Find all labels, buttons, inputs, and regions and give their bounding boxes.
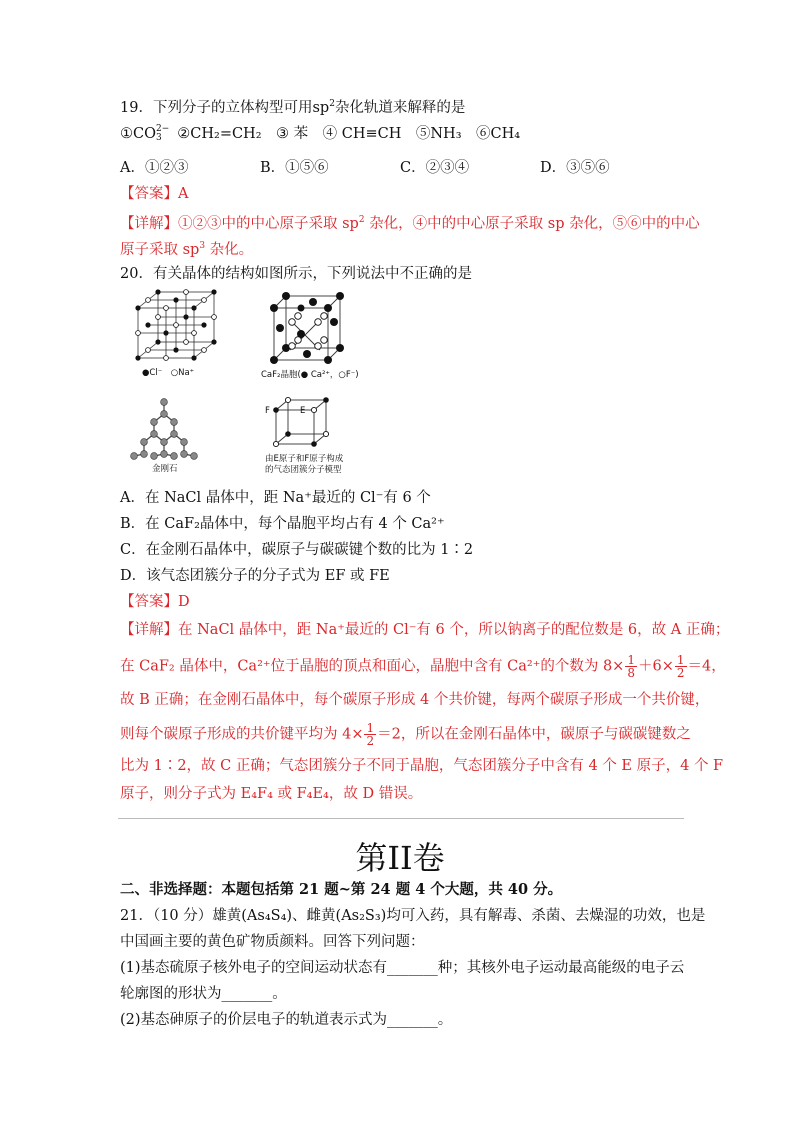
q19-option-a: A．①②③ (120, 160, 189, 176)
section-heading: 二、非选择题：本题包括第 21 题~第 24 题 4 个大题，共 40 分。 (120, 881, 563, 898)
q19-detail-line-2: 原子采取 $sp^3$ 杂化。 (120, 241, 254, 258)
q19-answer: 【答案】A (120, 186, 189, 202)
q20-stem: 20．有关晶体的结构如图所示，下列说法中不正确的是 (120, 266, 472, 282)
q21-line-5: (2)基态砷原子的价层电子的轨道表示式为_______。 (120, 1012, 453, 1028)
caf2-crystal-figure (268, 292, 344, 364)
ef-cluster-figure (270, 396, 332, 448)
nacl-crystal-figure (132, 286, 222, 366)
q20-detail-line-4: 则每个碳原子形成的共价键平均为 4× $\frac{1}{2}$ ＝2，所以在金刚石晶体中，碳原子与碳碳键数之 (120, 721, 691, 748)
q19-items: ①CO 2− 3 ②CH₂=CH₂ ③ 苯 ④ CH≡CH ⑤NH₃ ⑥CH₄ (120, 124, 521, 143)
fraction-one-half-2: $\frac{1}{2}$ (366, 721, 375, 748)
q19-option-d: D．③⑤⑥ (540, 160, 610, 176)
ef-caption-line-2: 的气态团簇分子模型 (265, 465, 342, 475)
q20-detail-line-2: 在 CaF₂ 晶体中，Ca²⁺位于晶胞的顶点和面心，晶胞中含有 Ca²⁺的个数为 8× $\frac{1}{8}$ ＋6× $\frac{1}{2}$ ＝4， (120, 653, 726, 680)
q19-stem: 19．下列分子的立体构型可用$sp^2$杂化轨道来解释的是 (120, 99, 466, 116)
q21-line-2: 中国画主要的黄色矿物质颜料。回答下列问题： (120, 934, 425, 950)
q20-detail-line-1: 【详解】在 NaCl 晶体中，距 Na⁺最近的 Cl⁻有 6 个，所以钠离子的配位数是 6，故 A 正确； (120, 622, 730, 638)
caf2-caption: CaF₂晶胞(● Ca²⁺，○F⁻) (261, 370, 359, 380)
section-title: 第II卷 (355, 839, 445, 877)
fraction-one-half: $\frac{1}{2}$ (676, 653, 685, 680)
q19-detail-line-1: 【详解】①②③中的中心原子采取 $sp^2$ 杂化，④中的中心原子采取 sp 杂化，⑤⑥中的中心 (120, 215, 700, 232)
q21-line-4: 轮廓图的形状为_______。 (120, 986, 287, 1002)
q20-detail-line-6: 原子，则分子式为 E₄F₄ 或 F₄E₄，故 D 错误。 (120, 786, 423, 802)
q20-detail-line-5: 比为 1∶2，故 C 正确；气态团簇分子不同于晶胞，气态团簇分子中含有 4 个 E 原子，4 个 F (120, 758, 724, 774)
q21-line-1: 21．（10 分）雄黄(As₄S₄)、雌黄(As₂S₃)均可入药，具有解毒、杀菌、去燥湿的功效，也是 (120, 908, 706, 924)
diamond-crystal-figure (128, 398, 200, 460)
ef-label-f: F (265, 406, 270, 416)
q20-option-b: B．在 CaF₂晶体中，每个晶胞平均占有 4 个 Ca²⁺ (120, 516, 445, 532)
section-divider (118, 818, 684, 819)
q20-detail-line-3: 故 B 正确；在金刚石晶体中，每个碳原子形成 4 个共价键，每两个碳原子形成一个共价键， (120, 692, 710, 708)
q19-options (120, 158, 620, 178)
q20-option-d: D．该气态团簇分子的分子式为 EF 或 FE (120, 568, 390, 584)
q20-option-a: A．在 NaCl 晶体中，距 Na⁺最近的 Cl⁻有 6 个 (120, 490, 431, 506)
q20-option-c: C．在金刚石晶体中，碳原子与碳碳键个数的比为 1∶2 (120, 542, 474, 558)
q19-option-c: C．②③④ (400, 160, 470, 176)
q20-answer: 【答案】D (120, 594, 190, 610)
q21-line-3: (1)基态硫原子核外电子的空间运动状态有_______种；其核外电子运动最高能级的电子云 (120, 960, 685, 976)
fraction-one-eighth: $\frac{1}{8}$ (627, 653, 635, 680)
ef-label-e: E (300, 406, 306, 416)
diamond-caption: 金刚石 (152, 464, 178, 474)
q19-option-b: B．①⑤⑥ (260, 160, 329, 176)
nacl-legend: ●Cl⁻ ○Na⁺ (142, 368, 195, 378)
ef-caption-line-1: 由E原子和F原子构成 (265, 454, 344, 464)
